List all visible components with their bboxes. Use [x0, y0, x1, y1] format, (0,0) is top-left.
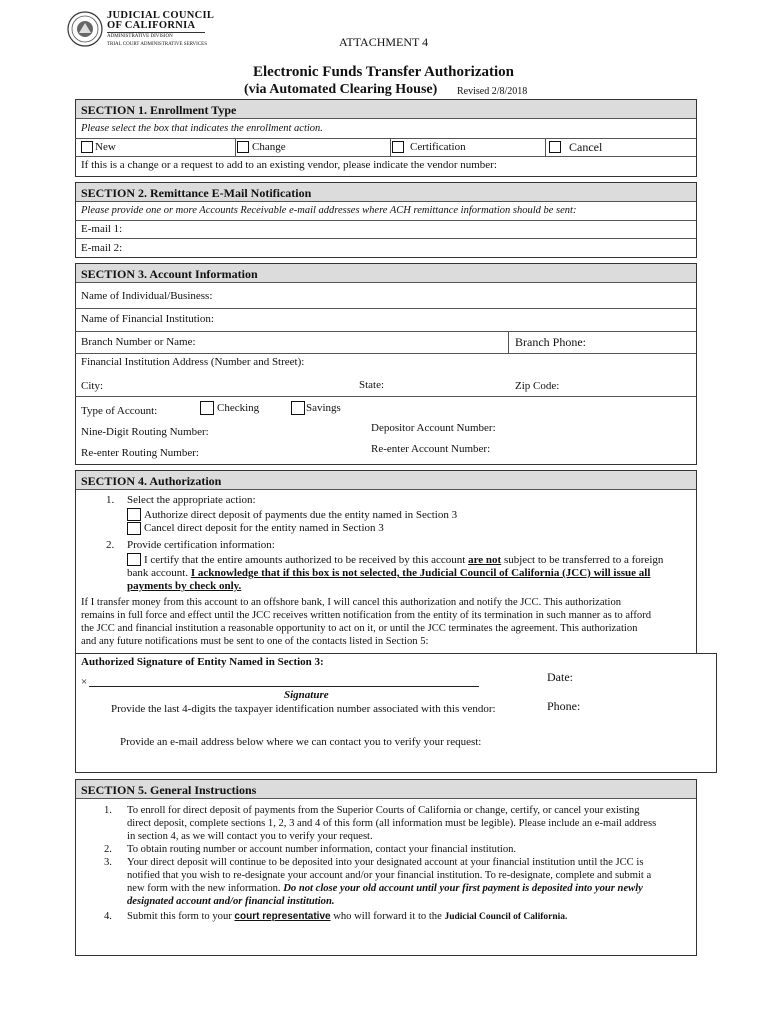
org-division: ADMINISTRATIVE DIVISION [107, 34, 173, 39]
email1-field[interactable]: E-mail 1: [81, 223, 123, 235]
signature-heading: Authorized Signature of Entity Named in Section 3: [81, 656, 324, 668]
offshore-paragraph-3: the JCC and financial institution a reasonable opportunity to act on it, or until the JCC terminates the agreement. This authorization [81, 623, 638, 634]
change-checkbox[interactable] [237, 141, 249, 153]
checking-checkbox[interactable] [200, 401, 214, 415]
instruction1-line3: in section 4, as we will contact you to verify your request. [127, 831, 373, 842]
checking-label: Checking [217, 402, 260, 414]
cancel-deposit-checkbox[interactable] [127, 522, 141, 535]
email2-field[interactable]: E-mail 2: [81, 242, 123, 254]
col-divider [508, 331, 509, 353]
branch-phone-field[interactable]: Branch Phone: [515, 335, 586, 349]
item1-number: 1. [106, 494, 115, 506]
phone-field[interactable]: Phone: [547, 699, 581, 713]
state-field[interactable]: State: [359, 379, 385, 391]
routing-number-field[interactable]: Nine-Digit Routing Number: [81, 426, 209, 438]
col-divider [545, 138, 546, 156]
offshore-paragraph-4: and any future notifications must be sent to one of the contacts listed in Section 5: [81, 636, 429, 647]
section4-header: SECTION 4. Authorization [76, 471, 696, 490]
cancel-checkbox[interactable] [549, 141, 561, 153]
instruction3-line1: Your direct deposit will continue to be deposited into your designated account at your financial institution until the JCC is [127, 857, 644, 868]
certification-label: Certification [410, 141, 466, 153]
vendor-number-field[interactable]: If this is a change or a request to add to an existing vendor, please indicate the vendor number: [81, 159, 497, 171]
verify-email-field[interactable]: Provide an e-mail address below where we can contact you to verify your request: [120, 736, 482, 748]
form-title: Electronic Funds Transfer Authorization [253, 64, 514, 80]
acknowledge-text-end: payments by check only. [127, 580, 242, 592]
zip-field[interactable]: Zip Code: [515, 380, 560, 392]
cancel-label: Cancel [569, 140, 603, 154]
row-divider [75, 138, 696, 139]
section3-header: SECTION 3. Account Information [76, 264, 696, 283]
change-label: Change [252, 141, 286, 153]
instruction3-line3: new form with the new information. Do not close your old account until your first payment is deposited into your newly [127, 883, 643, 894]
authorize-checkbox[interactable] [127, 508, 141, 521]
signature-line[interactable] [89, 686, 479, 687]
item1-text: Select the appropriate action: [127, 494, 256, 506]
row-divider [75, 353, 696, 354]
form-subtitle: (via Automated Clearing House) [244, 82, 438, 97]
cancel-deposit-label: Cancel direct deposit for the entity named in Section 3 [144, 522, 384, 534]
header-divider [107, 32, 205, 33]
row-divider [75, 396, 696, 397]
row-divider [75, 238, 696, 239]
section1-instruction: Please select the box that indicates the enrollment action. [81, 123, 323, 134]
section2-header: SECTION 2. Remittance E-Mail Notification [76, 183, 696, 202]
instruction1-number: 1. [104, 805, 112, 816]
revised-date: Revised 2/8/2018 [457, 86, 528, 97]
org-name-line1: JUDICIAL COUNCIL [107, 10, 215, 21]
tin-field[interactable]: Provide the last 4-digits the taxpayer identification number associated with this vendor: [111, 703, 496, 715]
seal-logo [67, 11, 103, 47]
certify-text: I certify that the entire amounts authorized to be received by this account are not subject to be transferred to a foreign [144, 554, 664, 566]
reenter-routing-field[interactable]: Re-enter Routing Number: [81, 447, 199, 459]
city-field[interactable]: City: [81, 380, 104, 392]
account-type-label: Type of Account: [81, 405, 158, 417]
offshore-paragraph-1: If I transfer money from this account to an offshore bank, I will cancel this authorization and notify the JCC. This authorization [81, 597, 622, 608]
certify-checkbox[interactable] [127, 553, 141, 566]
instruction1-line1: To enroll for direct deposit of payments from the Superior Courts of California or change, certify, or cancel your existing [127, 805, 640, 816]
new-label: New [95, 141, 116, 153]
instruction2-number: 2. [104, 844, 112, 855]
section5-header: SECTION 5. General Instructions [76, 780, 696, 799]
financial-institution-field[interactable]: Name of Financial Institution: [81, 313, 214, 325]
col-divider [235, 138, 236, 156]
instruction1-line2: direct deposit, complete sections 1, 2, 3 and 4 of this form (all information must be legible). Please include an e-mail address [127, 818, 657, 829]
item2-number: 2. [106, 539, 115, 551]
new-checkbox[interactable] [81, 141, 93, 153]
branch-number-field[interactable]: Branch Number or Name: [81, 336, 196, 348]
depositor-account-field[interactable]: Depositor Account Number: [371, 422, 496, 434]
instruction3-line2: notified that you wish to re-designate your account and/or your financial institution. To re-designate, complete and submit a [127, 870, 652, 881]
row-divider [75, 156, 696, 157]
row-divider [75, 308, 696, 309]
acknowledge-text: bank account. I acknowledge that if this box is not selected, the Judicial Council of California (JCC) will issue all [127, 567, 651, 579]
signature-label: Signature [284, 689, 329, 701]
x-mark: × [81, 676, 88, 688]
org-name-line2: OF CALIFORNIA [107, 20, 196, 31]
date-field[interactable]: Date: [547, 670, 573, 684]
savings-checkbox[interactable] [291, 401, 305, 415]
col-divider [390, 138, 391, 156]
certification-checkbox[interactable] [392, 141, 404, 153]
savings-label: Savings [306, 402, 341, 414]
section2-instruction: Please provide one or more Accounts Receivable e-mail addresses where ACH remittance information should be sent: [81, 205, 577, 216]
section1-header: SECTION 1. Enrollment Type [76, 100, 696, 119]
instruction4-number: 4. [104, 911, 112, 922]
row-divider [75, 220, 696, 221]
reenter-account-field[interactable]: Re-enter Account Number: [371, 443, 491, 455]
attachment-label: ATTACHMENT 4 [339, 35, 429, 49]
instruction4-line1: Submit this form to your court representative who will forward it to the Judicial Council of California. [127, 911, 568, 922]
offshore-paragraph-2: remains in full force and effect until the JCC receives written notification from the entity of its termination in such manner as to afford [81, 610, 652, 621]
instruction3-number: 3. [104, 857, 112, 868]
instruction3-line4: designated account and/or financial institution. [127, 896, 335, 907]
name-business-field[interactable]: Name of Individual/Business: [81, 290, 213, 302]
item2-text: Provide certification information: [127, 539, 275, 551]
address-field[interactable]: Financial Institution Address (Number and Street): [81, 356, 305, 368]
org-services: TRIAL COURT ADMINISTRATIVE SERVICES [107, 42, 207, 47]
authorize-label: Authorize direct deposit of payments due the entity named in Section 3 [144, 509, 458, 521]
row-divider [75, 331, 696, 332]
instruction2-line1: To obtain routing number or account number information, contact your financial institution. [127, 844, 517, 855]
